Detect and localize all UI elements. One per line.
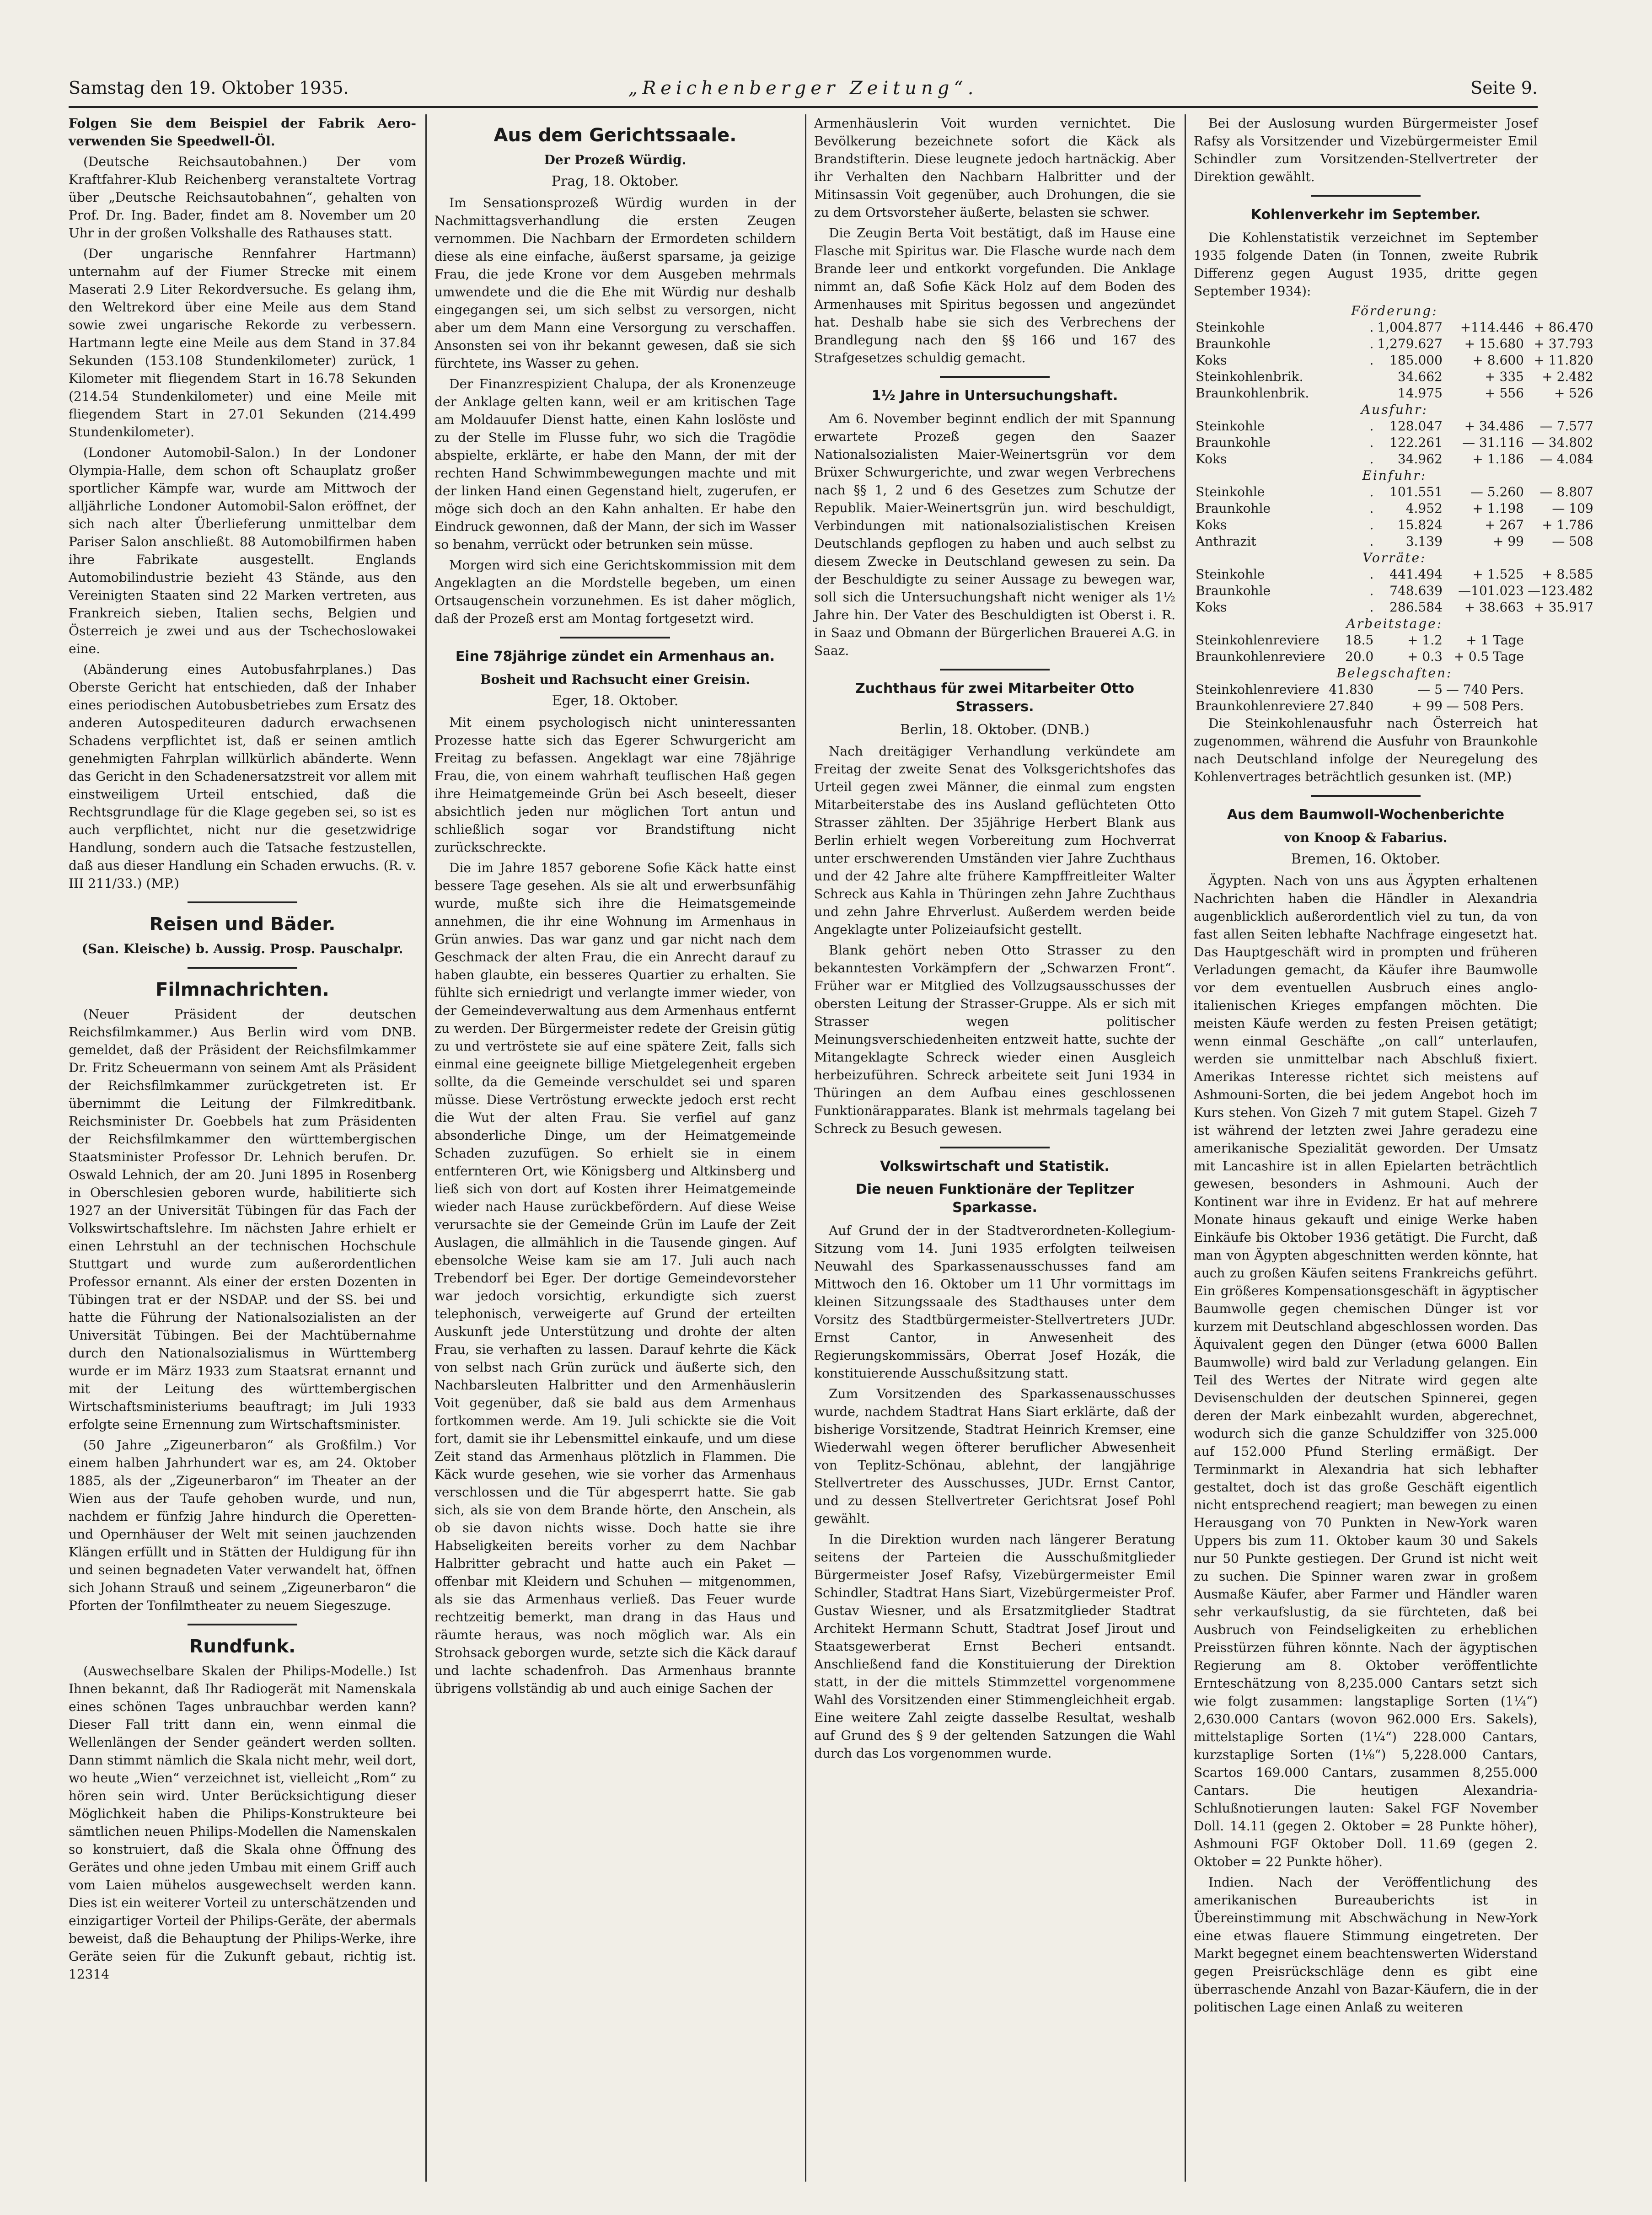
- table-cell: Koks: [1196, 353, 1227, 368]
- table-cell: .: [1369, 418, 1374, 434]
- table-cell: + 37.793: [1534, 336, 1593, 351]
- table-cell: + 86.470: [1534, 320, 1593, 335]
- column-rule: [1185, 114, 1186, 2182]
- header-rule: [69, 106, 1538, 108]
- table-row: [1194, 418, 1595, 434]
- table-row: [1194, 500, 1595, 517]
- table-row: [1194, 698, 1595, 714]
- table-cell: 14.975: [1397, 386, 1443, 401]
- section-heading: Reisen und Bäder.: [149, 914, 336, 935]
- table-cell: Braunkohlenbrik.: [1196, 386, 1309, 401]
- column-1: [69, 114, 416, 2182]
- table-cell: + 11.820: [1534, 353, 1593, 368]
- table-cell: [1327, 385, 1375, 402]
- article-heading: Eine 78jährige zündet ein Armenhaus an.: [455, 649, 775, 665]
- article-paragraph: Morgen wird sich eine Gerichtskommission mit dem Angeklagten an die Mordstelle begeben, um einen Ortsaugenschein vorzunehmen. Es ist daher möglich, daß der Prozeß erst am Montag fortgesetzt wird.: [434, 558, 796, 626]
- table-cell: 27.840: [1329, 698, 1374, 713]
- table-cell: Steinkohlenreviere: [1196, 682, 1319, 697]
- table-cell: .: [1369, 501, 1374, 516]
- table-cell: + 1.186: [1472, 451, 1524, 467]
- dateline: Eger, 18. Oktober.: [552, 693, 679, 709]
- table-cell: + 15.680: [1464, 336, 1524, 351]
- table-cell: Koks: [1196, 451, 1227, 467]
- article-paragraph: Die Zeugin Berta Voit bestätigt, daß im Hause eine Flasche mit Spiritus war. Die Flasche wurde nach dem Brande leer und entkorkt vorgefunden. Die Anklage nimmt an, daß Sofie Käck Holz auf dem Boden des Armenhauses mit Spiritus begossen und angezündet hat. Deshalb habe sie sich des Verbrechens der Brandlegung nach den §§ 166 und 167 des Strafgesetzes schuldig gemacht.: [814, 225, 1175, 365]
- article-paragraph: (Neuer Präsident der deutschen Reichsfilmkammer.) Aus Berlin wird vom DNB. gemeldet, daß der Präsident der Reichsfilmkammer Dr. Fritz Scheuermann von seinem Amt als Präsident der Reichsfilmkammer zurückgetreten ist. Er übernimmt die Leitung der Filmkreditbank. Reichsminister Dr. Goebbels hat zum Präsidenten der Reichsfilmkammer den württembergischen Staatsminister Professor Dr. Lehnich berufen. Dr. Oswald Lehnich, der am 20. Juni 1895 in Rosenberg in Oberschlesien geboren wurde, habilitierte sich 1927 an der Universität Tübingen für das Fach der Volkswirtschaftslehre. Im nächsten Jahre erhielt er einen Lehrstuhl an der technischen Hochschule Stuttgart und wurde zum außerordentlichen Professor ernannt. Als einer der ersten Dozenten in Tübingen trat er der NSDAP. und der SS. bei und hatte die Führung der Nationalsozialisten an der Universität Tübingen. Bei der Machtübernahme durch den Nationalsozialismus in Württemberg wurde er im März 1933 zum Staatsrat ernannt und mit der Leitung des württembergischen Wirtschaftsministeriums beauftragt; im Juli 1933 erfolgte seine Ernennung zum Wirtschaftsminister.: [69, 1007, 416, 1432]
- table-row: [1194, 336, 1595, 352]
- table-cell: — 34.802: [1531, 435, 1593, 450]
- table-cell: .: [1369, 451, 1374, 467]
- table-cell: + 0.5 Tage: [1454, 649, 1524, 664]
- article-paragraph: (Auswechselbare Skalen der Philips-Modelle.) Ist Ihnen bekannt, daß Ihr Radiogerät mit Namenskala eines schönen Tages unbrauchbar werden kann? Dieser Fall tritt dann ein, wenn einmal die Wellenlängen der Sender geändert werden sollten. Dann stimmt nämlich die Skala nicht mehr, weil dort, wo heute „Wien“ verzeichnet ist, vielleicht „Rom“ zu hören sein wird. Unter Berücksichtigung dieser Möglichkeit haben die Philips-Konstrukteure bei sämtlichen neuen Philips-Modellen die Namenskalen so konstruiert, daß die Skala ohne Öffnung des Gerätes und ohne jeden Umbau mit einem Griff auch vom Laien mühelos ausgewechselt werden kann. Dies ist ein weiterer Vorteil zu unterschätzenden und einzigartiger Vorteil der Philips-Geräte, der abermals beweist, daß die Behauptung der Philips-Werke, ihre Geräte seien für die Zukunft gebaut, richtig ist. 12314: [69, 1663, 416, 1982]
- section-heading: Volkswirtschaft und Statistik.: [880, 1158, 1110, 1175]
- table-cell: .: [1369, 320, 1374, 335]
- table-row: [1194, 319, 1595, 336]
- table-cell: Anthrazit: [1196, 534, 1256, 549]
- table-cell: Braunkohle: [1196, 435, 1271, 450]
- table-row: [1194, 434, 1595, 451]
- article-heading: 1½ Jahre in Untersuchungshaft.: [871, 388, 1118, 404]
- table-cell: 748.639: [1389, 583, 1443, 598]
- table-cell: 122.261: [1389, 435, 1443, 450]
- table-cell: Steinkohlenreviere: [1196, 633, 1319, 648]
- article-paragraph: Die Kohlenstatistik verzeichnet im September 1935 folgende Daten (in Tonnen, zweite Rubrik Differenz gegen August 1935, dritte gegen September 1934):: [1194, 230, 1538, 299]
- article-subheading: Der Prozeß Würdig.: [544, 152, 687, 167]
- table-caption: Arbeitstage:: [1346, 616, 1443, 631]
- table-cell: 1,279.627: [1377, 336, 1443, 351]
- article-paragraph: Bei der Auslosung wurden Bürgermeister Josef Rafsy als Vorsitzender und Vizebürgermeister Emil Schindler zum Vorsitzenden-Stellvertreter der Direktion gewählt.: [1194, 116, 1538, 184]
- table-cell: — 31.116: [1462, 435, 1524, 450]
- section-divider: [1311, 195, 1421, 197]
- article-subheading: Bosheit und Rachsucht einer Greisin.: [480, 672, 751, 687]
- dateline: Prag, 18. Oktober.: [551, 173, 679, 189]
- table-cell: + 556: [1485, 386, 1524, 401]
- issue-date: Samstag den 19. Oktober 1935.: [69, 78, 349, 98]
- table-cell: + 1.2: [1407, 633, 1443, 648]
- section-divider: [940, 1147, 1050, 1148]
- table-cell: 41.830: [1329, 682, 1374, 697]
- article-paragraph: Indien. Nach der Veröffentlichung des amerikanischen Bureauberichts ist in Übereinstimmung mit Abschwächung in New-York eine etwas flauere Stimmung eingetreten. Der Markt begegnet einem beachtenswerten Widerstand gegen Preisrückschläge denn es gibt eine überraschende Anzahl von Bazar-Käufern, die in der politischen Lage einen Anlaß zu weiteren: [1194, 1875, 1538, 2015]
- table-cell: + 1 Tage: [1466, 633, 1524, 648]
- article-heading: Kohlenverkehr im September.: [1250, 207, 1481, 223]
- table-cell: —101.023: [1458, 583, 1524, 598]
- table-cell: .: [1369, 600, 1374, 615]
- section-divider: [560, 637, 670, 638]
- section-divider: [188, 901, 297, 903]
- table-cell: 441.494: [1389, 567, 1443, 582]
- table-cell: Braunkohle: [1196, 336, 1271, 351]
- table-cell: — 8.807: [1539, 484, 1593, 499]
- table-cell: Braunkohle: [1196, 583, 1271, 598]
- table-cell: + 8.585: [1542, 567, 1593, 582]
- column-rule: [805, 114, 806, 2182]
- table-cell: .: [1369, 353, 1374, 368]
- article-paragraph: In die Direktion wurden nach längerer Beratung seitens der Parteien die Ausschußmitglieder Bürgermeister Josef Rafsy, Vizebürgermeister Emil Schindler, Stadtrat Hans Siart, Vizebürgermeister Prof. Gustav Wiesner, und als Ersatzmitglieder Stadtrat Architekt Hermann Schutt, Stadtrat Josef Jirout und Staatsgewerberat Ernst Becheri entsandt. Anschließend fand die Konstituierung der Direktion statt, in der die mittels Stimmzettel vorgenommene Wahl des Vorsitzenden einer Stimmengleichheit ergab. Eine weitere Zahl zeigte dasselbe Resultat, weshalb auf Grund des § 9 der geltenden Satzungen die Wahl durch das Los vorgenommen wurde.: [814, 1532, 1175, 1761]
- table-caption: Einfuhr:: [1362, 468, 1427, 483]
- table-cell: Braunkohlenreviere: [1196, 698, 1325, 713]
- table-cell: + 0.3: [1407, 649, 1443, 664]
- table-cell: Koks: [1196, 517, 1227, 532]
- article-paragraph: (Der ungarische Rennfahrer Hartmann) unternahm auf der Fiumer Strecke mit einem Maserati 2.9 Liter Rekordversuche. Es gelang ihm, den Weltrekord über eine Meile aus dem Stand sowie zwei ungarische Rekorde zu verbessern. Hartmann legte eine Meile aus dem Stand in 37.84 Sekunden (153.108 Stundenkilometer) zurück, 1 Kilometer mit fliegendem Start in 16.78 Sekunden (214.54 Stundenkilometer) und eine Meile mit fliegendem Start in 27.01 Sekunden (214.499 Stundenkilometer).: [69, 246, 416, 440]
- dateline: Berlin, 18. Oktober. (DNB.): [900, 722, 1090, 738]
- table-cell: — 508 Pers.: [1446, 698, 1524, 713]
- table-cell: .: [1369, 484, 1374, 499]
- article-paragraph: Im Sensationsprozeß Würdig wurden in der Nachmittagsverhandlung die ersten Zeugen vernommen. Die Nachbarn der Ermordeten schildern diese als eine einfache, äußerst sparsame, ja geizige Frau, die jede Krone vor dem Ausgeben mehrmals umwendete und die die Ehe mit Würdig nur deshalb eingegangen sei, um sich selbst zu versorgen, nicht aber um dem Mann eine Versorgung zu verschaffen. Ansonsten sei von ihr bekannt gewesen, daß sie sich fürchtete, ins Wasser zu gehen.: [434, 195, 796, 371]
- section-divider: [1311, 795, 1421, 797]
- table-row: [1194, 451, 1595, 467]
- table-cell: .: [1369, 517, 1374, 532]
- table-cell: Braunkohlenreviere: [1196, 649, 1325, 664]
- article-paragraph: Ägypten. Nach von uns aus Ägypten erhaltenen Nachrichten haben die Händler in Alexandria augenblicklich außerordentlich viel zu tun, da von fast allen Seiten lebhafte Nachfrage eingesetzt hat. Das Hauptgeschäft wird in prompten und früheren Verladungen gemacht, da Käufer ihre Baumwolle vor dem eventuellen Ausbruch eines anglo-italienischen Krieges empfangen möchten. Die meisten Käufe werden zu festen Preisen getätigt; wenn einmal Geschäfte „on call“ unterlaufen, werden sie unmittelbar nach Abschluß fixiert. Amerikas Interesse richtet sich meistens auf Ashmouni-Sorten, die bei jedem Angebot hoch im Kurs stehen. Von Gizeh 7 mit gutem Stapel. Gizeh 7 ist während der letzten zwei Jahre geradezu eine amerikanische Spezialität geworden. Der Umsatz mit Lancashire ist in allen Epielarten beträchtlich gewesen, besonders in Ashmouni. Auch der Kontinent war ihre in Evidenz. Er hat auf mehrere Monate hinaus gekauft und einige Werke haben Einkäufe bis Oktober 1936 getätigt. Die Furcht, daß man von Ägypten abgeschnitten werden könnte, hat auch zu großen Käufen seitens Frankreichs geführt. Ein größeres Kompensationsgeschäft in ägyptischer Baumwolle gegen chemischen Dünger ist vor kurzem mit Deutschland abgeschlossen worden. Das Äquivalent gegen den Dünger (etwa 6000 Ballen Baumwolle) wird bald zur Verladung gelangen. Ein Teil des Wertes der Nitrate wird gegen alte Devisenschulden der deutschen Spinnerei, gegen deren der Mark einbezahlt wurden, abgerechnet, wodurch sich die ganze Schuldziffer von 325.000 auf 152.000 Pfund Sterling ermäßigt. Der Terminmarkt in Alexandria hat sich lebhafter gestaltet, doch ist das große Geschäft eigentlich nicht entsprechend reagiert; man bewegen zu einen Herausgang von 70 Punkten in New-York waren Uppers bis zum 11. Oktober kaum 30 und Sakels nur 50 Punkte gestiegen. Der Grund ist nicht weit zu suchen. Die Spinner waren zwar in großem Ausmaße Käufer, aber Farmer und Händler waren sehr verkaufslustig, da sie fürchteten, daß bei Ausbruch von Feindseligkeiten zu erheblichen Preisstürzen führen könnte. Nach der ägyptischen Regierung am 8. Oktober veröffentlichte Ernteschätzung von 8,235.000 Cantars setzt sich wie folgt zusammen: langstaplige Sorten (1¼“) 2,630.000 Cantars (wovon 962.000 Ers. Sakels), mittelstaplige Sorten (1¼“) 228.000 Cantars, kurzstaplige Sorten (1⅛“) 5,228.000 Cantars, Scartos 169.000 Cantars, zusammen 8,255.000 Cantars. Die heutigen Alexandria-Schlußnotierungen lauten: Sakel FGF November Doll. 14.11 (gegen 2. Oktober = 28 Punkte höher), Ashmouni FGF Oktober Doll. 11.69 (gegen 2. Oktober = 22 Punkte höher).: [1194, 873, 1538, 1869]
- table-cell: + 99: [1411, 698, 1443, 713]
- table-cell: —123.482: [1527, 583, 1593, 598]
- section-heading: Filmnachrichten.: [156, 979, 329, 1000]
- table-caption: Ausfuhr:: [1361, 402, 1428, 417]
- table-row: [1194, 517, 1595, 533]
- table-cell: .: [1369, 336, 1374, 351]
- table-caption: Belegschaften:: [1336, 665, 1453, 681]
- column-rule: [425, 114, 427, 2182]
- table-cell: +114.446: [1460, 320, 1524, 335]
- article-paragraph: (Deutsche Reichsautobahnen.) Der vom Kraftfahrer-Klub Reichenberg veranstaltete Vortrag über „Deutsche Reichsautobahnen“, gehalten von Prof. Dr. Ing. Bader, findet am 8. November um 20 Uhr in der großen Volkshalle des Rathauses statt.: [69, 154, 416, 241]
- table-row: [1194, 484, 1595, 500]
- table-caption: Vorräte:: [1362, 550, 1427, 565]
- table-cell: — 508: [1552, 534, 1593, 549]
- table-cell: 18.5: [1345, 633, 1374, 648]
- column-2: [434, 114, 796, 2182]
- article-paragraph: Die im Jahre 1857 geborene Sofie Käck hatte einst bessere Tage gesehen. Als sie alt und erwerbsunfähig wurde, mußte sich ihre die Heimatsgemeinde annehmen, die ihr eine Wohnung im Armenhaus in Grün anwies. Das war ganz und gar nicht nach dem Geschmack der alten Frau, die ein Anrecht darauf zu haben glaubte, ein besseres Quartier zu erhalten. Sie fühlte sich erniedrigt und verlangte immer wieder, von der Gemeindeverwaltung aus dem Armenhaus entfernt zu werden. Der Bürgermeister redete der Greisin gütig zu und vertröstete sie auf eine spätere Zeit, falls sich einmal eine geeignete billige Mietgelegenheit ergeben sollte, da die Gemeinde verschuldet sei und sparen müsse. Diese Vertröstung erweckte jedoch erst recht die Wut der alten Frau. Sie verfiel auf ganz absonderliche Dinge, um der Heimatgemeinde Schaden zuzufügen. So erhielt sie in einem entfernteren Ort, wie Königsberg und Altkinsberg und ließ sich von dort auf Kosten ihrer Heimatgemeinde wieder nach Hause zurückbefördern. Auf diese Weise verursachte sie der Gemeinde Grün im Laufe der Zeit Auslagen, die allmählich in die Tausende gingen. Auf ebensolche Weise kam sie am 17. Juli auch nach Trebendorf bei Eger. Der dortige Gemeindevorsteher war jedoch vorsichtig, erkundigte sich zuerst telephonisch, verweigerte auf Grund der erteilten Auskunft jede Unterstützung und drohte der alten Frau, sie verhaften zu lassen. Darauf kehrte die Käck von selbst nach Grün zurück und äußerte sich, den Nachbarsleuten Halbritter und den Armenhäuslerin Voit gegenüber, daß sie bald aus dem Armenhaus fortkommen werde. Am 19. Juli schickte sie die Voit fort, damit sie ihr Lebensmittel einkaufe, und um diese Zeit stand das Armenhaus plötzlich in Flammen. Die Käck wurde gesehen, wie sie vorher das Armenhaus verschlossen und die Tür abgesperrt hatte. Sie gab sich, als sie von dem Brande hörte, den Anschein, als ob sie davon nichts wisse. Doch hatte sie ihre Habseligkeiten bereits vorher zu dem Nachbar Halbritter gebracht und hatte auch ein Paket — offenbar mit Kleidern und Schuhen — mitgenommen, als sie das Armenhaus verließ. Das Feuer wurde rechtzeitig bemerkt, man drang in das Haus und räumte heraus, was noch möglich war. Als ein Strohsack geborgen wurde, setzte sich die Käck darauf und lachte schadenfroh. Das Armenhaus brannte übrigens vollständig ab und auch einige Sachen der: [434, 860, 796, 1696]
- table-cell: + 1.525: [1472, 567, 1524, 582]
- article-paragraph: (50 Jahre „Zigeunerbaron“ als Großfilm.) Vor einem halben Jahrhundert war es, am 24. Oktober 1885, als der „Zigeunerbaron“ im Theater an der Wien aus der Taufe gehoben wurde, und nun, nachdem er fünfzig Jahre hindurch die Operetten- und Opernhäuser der Welt mit seinen jauchzenden Klängen erfüllt und in Stätten der Huldigung für ihn und seinen begnadeten Vater verwandelt hat, öffnen sich Johann Strauß und seinem „Zigeunerbaron“ die Pforten der Tonfilmtheater zu neuem Siegeszuge.: [69, 1437, 416, 1613]
- table-cell: .: [1369, 567, 1374, 582]
- table-row: [1194, 533, 1595, 550]
- table-cell: + 1.198: [1472, 501, 1524, 516]
- table-cell: Steinkohle: [1196, 320, 1265, 335]
- table-cell: — 7.577: [1539, 418, 1593, 434]
- table-caption: Förderung:: [1351, 303, 1438, 318]
- table-cell: .: [1369, 534, 1374, 549]
- table-row: [1194, 681, 1595, 698]
- article-paragraph: Die Steinkohlenausfuhr nach Österreich hat zugenommen, während die Ausfuhr von Braunkohle nach Deutschland infolge der Neuregelung des Kohlenvertrages beträchtlich gesunken ist. (MP.): [1194, 716, 1538, 784]
- column-4: [1194, 114, 1593, 2182]
- table-cell: — 5.260: [1470, 484, 1524, 499]
- article-paragraph: Armenhäuslerin Voit wurden vernichtet. Die Bevölkerung bezeichnete sofort die Käck als Brandstifterin. Diese leugnete jedoch hartnäckig. Aber ihr Verhalten den Nachbarn Halbritter und der Mitinsassin Voit gegenüber, auch Drohungen, die sie zu dem Ortsvorsteher äußerte, belasten sie schwer.: [814, 116, 1175, 220]
- table-cell: + 35.917: [1534, 600, 1593, 615]
- table-cell: + 99: [1492, 534, 1524, 549]
- page-number: Seite 9.: [1470, 78, 1538, 98]
- table-row: [1194, 599, 1595, 616]
- table-cell: + 38.663: [1464, 600, 1524, 615]
- table-cell: 128.047: [1389, 418, 1443, 434]
- article-paragraph: (Londoner Automobil-Salon.) In der Londoner Olympia-Halle, dem schon oft Schauplatz großer sportlicher Kämpfe war, wurde am Mittwoch der alljährliche Londoner Automobil-Salon eröffnet, der sich nach alter Überlieferung unmittelbar dem Pariser Salon anschließt. 88 Automobilfirmen haben ihre Fabrikate ausgestellt. Englands Automobilindustrie bezieht 43 Stände, aus den Vereinigten Staaten sind 22 Marken vertreten, aus Frankreich sieben, Italien sechs, Belgien und Österreich je zwei und aus der Tschechoslowakei eine.: [69, 445, 416, 656]
- section-divider: [940, 376, 1050, 378]
- table-cell: .: [1369, 583, 1374, 598]
- table-cell: Steinkohlenbrik.: [1196, 369, 1303, 384]
- table-cell: 3.139: [1405, 534, 1443, 549]
- coal-statistics-table: [1194, 303, 1595, 714]
- section-heading: Rundfunk.: [189, 1636, 296, 1657]
- article-paragraph: Auf Grund der in der Stadtverordneten-Kollegium-Sitzung vom 14. Juni 1935 erfolgten teilweisen Neuwahl des Sparkassenausschusses fand am Mittwoch den 16. Oktober um 11 Uhr vormittags im kleinen Sitzungssaale des Stadthauses unter dem Vorsitz des Stadtbürgermeister-Stellvertreters JUDr. Ernst Cantor, in Anwesenheit des Regierungskommissärs, Oberrat Josef Hozák, die konstituierende Ausschußsitzung statt.: [814, 1223, 1175, 1381]
- section-heading: Aus dem Gerichtssaale.: [493, 125, 737, 146]
- article-paragraph: Blank gehört neben Otto Strasser zu den bekanntesten Vorkämpfern der „Schwarzen Front“. Früher war er Mitglied des Vollzugsausschusses der obersten Leitung der Strasser-Gruppe. Als er sich mit Strasser wegen politischer Meinungsverschiedenheiten entzweit hatte, suchte der Mitangeklagte Schreck wieder einen Ausgleich herbeizuführen. Schreck arbeitete seit Juni 1934 in Thüringen an dem Aufbau eines geschlossenen Funktionärapparates. Blank ist mehrmals tagelang bei Schreck zu Besuch gewesen.: [814, 943, 1175, 1136]
- table-cell: + 526: [1554, 386, 1593, 401]
- article-paragraph: Zum Vorsitzenden des Sparkassenausschusses wurde, nachdem Stadtrat Hans Siart erklärte, daß der bisherige Vorsitzende, Stadtrat Heinrich Kremser, eine Wiederwahl wegen öfterer beruflicher Abwesenheit von Teplitz-Schönau, ablehnt, der langjährige Stellvertreter des Ausschusses, JUDr. Ernst Cantor, und zu dessen Stellvertreter Gerichtsrat Josef Pohl gewählt.: [814, 1386, 1175, 1526]
- table-cell: — 4.084: [1539, 451, 1593, 467]
- column-3: [814, 114, 1175, 2182]
- page-header: [69, 78, 1538, 105]
- table-cell: + 335: [1485, 369, 1524, 384]
- table-row: [1194, 566, 1595, 583]
- table-cell: + 8.600: [1472, 353, 1524, 368]
- article-heading: Die neuen Funktionäre der Teplitzer Sparkasse.: [855, 1181, 1134, 1216]
- table-cell: [1327, 369, 1375, 385]
- table-cell: — 109: [1552, 501, 1593, 516]
- table-cell: — 740 Pers.: [1446, 682, 1524, 697]
- table-cell: Steinkohle: [1196, 418, 1265, 434]
- table-cell: 185.000: [1389, 353, 1443, 368]
- article-paragraph: Der Finanzrespizient Chalupa, der als Kronenzeuge der Anklage gelten kann, weil er am kritischen Tage am Moldauufer Dienst hatte, einen Kahn loslöste und zu der Stelle im Flusse fuhr, wo sich die Tragödie abspielte, erklärte, er habe den Mann, der mit der rechten Hand Schwimmbewegungen machte und mit der linken Hand einen Gegenstand hielt, zugerufen, er möge sich doch an den Kahn anhalten. Er habe den Eindruck gewonnen, daß der Mann, der sich im Wasser so benahm, verrückt oder betrunken sein müsse.: [434, 376, 796, 552]
- table-cell: .: [1369, 435, 1374, 450]
- table-cell: + 1.786: [1542, 517, 1593, 532]
- table-cell: 286.584: [1389, 600, 1443, 615]
- table-cell: 34.662: [1397, 369, 1443, 384]
- table-row: [1194, 649, 1595, 665]
- table-cell: + 2.482: [1542, 369, 1593, 384]
- advertisement-line: Folgen Sie dem Beispiel der Fabrik Aero-verwenden Sie Speedwell-Öl.: [69, 116, 416, 149]
- article-heading: Aus dem Baumwoll-Wochenberichte: [1227, 807, 1505, 823]
- dateline: Bremen, 16. Oktober.: [1291, 851, 1441, 867]
- table-row: [1194, 352, 1595, 369]
- article-paragraph: Nach dreitägiger Verhandlung verkündete am Freitag der zweite Senat des Volksgerichtshofes das Urteil gegen zwei Männer, die einmal zum engsten Mitarbeiterstabe des ins Ausland geflüchteten Otto Strasser zählten. Der 35jährige Herbert Blank aus Berlin erhielt wegen Vorbereitung zum Hochverrat unter erschwerenden Umständen vier Jahre Zuchthaus und der 42 Jahre alte frühere Kampffreitleiter Walter Schreck aus Kahla in Thüringen zehn Jahre Zuchthaus und zehn Jahre Ehrverlust. Außerdem werden beide Angeklagte unter Polizeiaufsicht gestellt.: [814, 744, 1175, 937]
- table-cell: 20.0: [1345, 649, 1374, 664]
- newspaper-title: „Reichenberger Zeitung“.: [628, 78, 978, 99]
- table-cell: Steinkohle: [1196, 484, 1265, 499]
- table-row: [1194, 369, 1595, 385]
- table-cell: Koks: [1196, 600, 1227, 615]
- table-row: [1194, 583, 1595, 599]
- article-paragraph: (Abänderung eines Autobusfahrplanes.) Das Oberste Gericht hat entschieden, daß der Inhaber eines periodischen Autobusbetriebes zum Ersatz des anderen Autospediteuren dadurch erwachsenen Schadens verpflichtet ist, daß er seinen amtlich genehmigten Fahrplan willkürlich abänderte. Wenn das Gericht in den Schadenersatzstreit vor allem mit einstweiligem Urteil entschied, daß die Rechtsgrundlage für die Klage gegeben sei, so ist es auch verpflichtet, nicht nur die gesetzwidrige Handlung, sondern auch die Tatsache festzustellen, daß aus dieser Handlung ein Schaden erwuchs. (R. v. III 211/33.) (MP.): [69, 662, 416, 891]
- table-cell: 34.962: [1397, 451, 1443, 467]
- article-subheading: von Knoop & Fabarius.: [1284, 830, 1448, 845]
- table-cell: 4.952: [1405, 501, 1443, 516]
- section-divider: [940, 669, 1050, 670]
- table-row: [1194, 385, 1595, 402]
- article-heading: Zuchthaus für zwei Mitarbeiter Otto Strassers.: [855, 681, 1135, 715]
- table-cell: Braunkohle: [1196, 501, 1271, 516]
- table-cell: + 34.486: [1464, 418, 1524, 434]
- table-cell: — 5: [1417, 682, 1443, 697]
- table-cell: 101.551: [1389, 484, 1443, 499]
- table-cell: Steinkohle: [1196, 567, 1265, 582]
- section-divider: [188, 967, 297, 969]
- table-row: [1194, 632, 1595, 649]
- section-divider: [188, 1624, 297, 1625]
- table-cell: 15.824: [1397, 517, 1443, 532]
- article-paragraph: Mit einem psychologisch nicht uninteressanten Prozesse hatte sich das Egerer Schwurgericht am Freitag zu befassen. Angeklagt war eine 78jährige Frau, die, von einem wahrhaft teuflischen Haß gegen ihre Heimatgemeinde Grün bei Asch beseelt, dieser absichtlich jeden nur möglichen Tort antun und schließlich sogar vor Brandstiftung nicht zurückschreckte.: [434, 715, 796, 855]
- table-cell: 1,004.877: [1377, 320, 1443, 335]
- table-cell: + 267: [1485, 517, 1524, 532]
- classified-line: (San. Kleische) b. Aussig. Prosp. Pauschalpr.: [81, 941, 403, 956]
- article-paragraph: Am 6. November beginnt endlich der mit Spannung erwartete Prozeß gegen den Saazer Nationalsozialisten Maier-Weinertsgrün vor dem Brüxer Schwurgerichte, und zwar wegen Verbrechens nach §§ 1, 2 und 6 des Gesetzes zum Schutze der Republik. Maier-Weinertsgrün jun. wird beschuldigt, Verbindungen mit nationalsozialistischen Kreisen Deutschlands gepflogen zu haben und auch selbst zu diesem Zwecke in Deutschland gewesen zu sein. Da der Beschuldigte zu seiner Aussage zu bewegen war, soll sich die Untersuchungshaft nicht weniger als 1½ Jahre hin. Der Vater des Beschuldigten ist Oberst i. R. in Saaz und Obmann der Bürgerlichen Brauerei A.G. in Saaz.: [814, 411, 1175, 658]
